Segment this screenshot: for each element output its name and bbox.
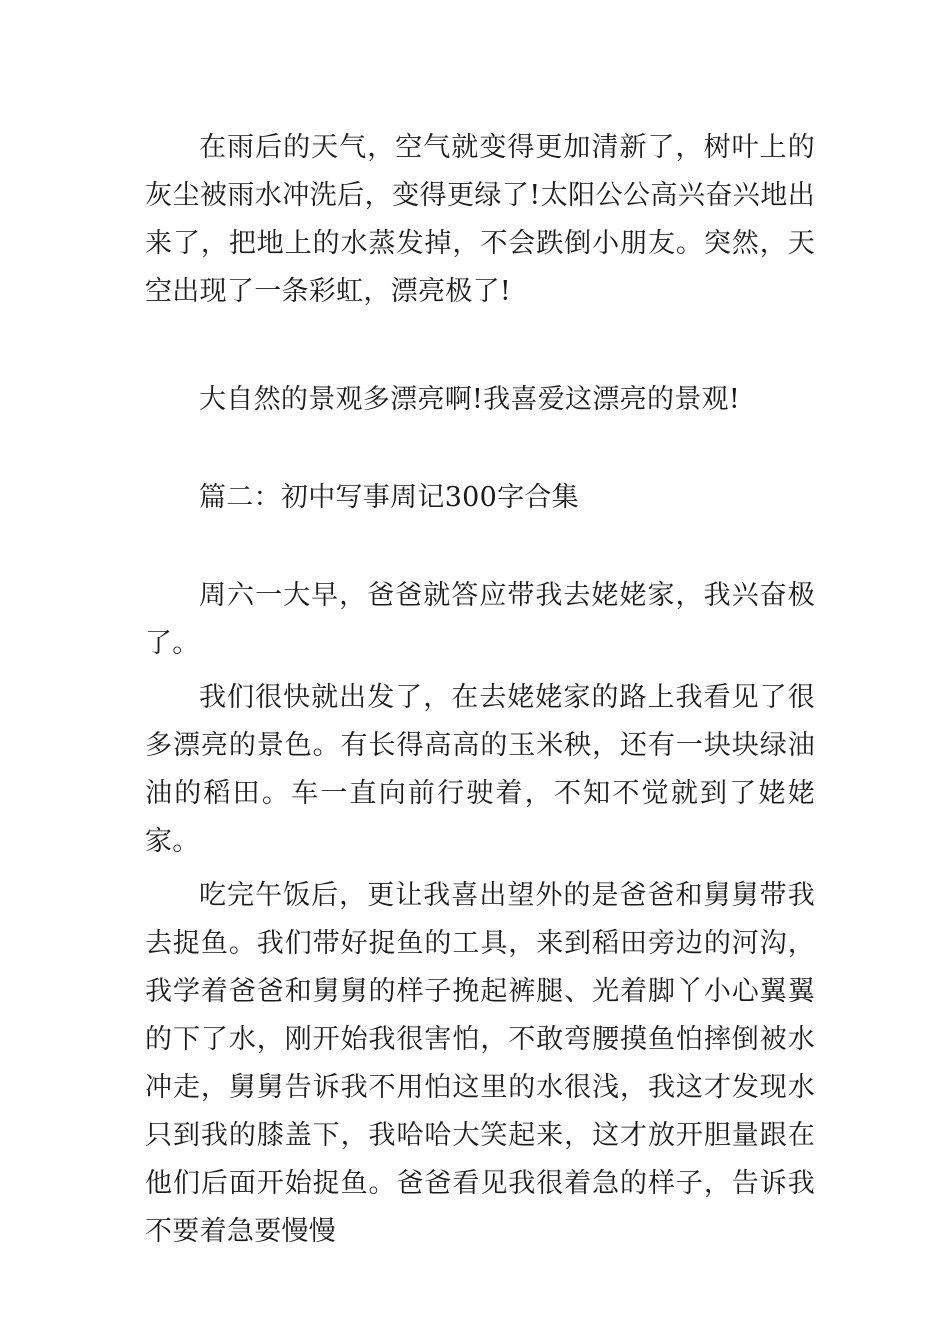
section-heading: 篇二：初中写事周记300字合集 bbox=[199, 482, 580, 513]
paragraph-rain-scenery: 在雨后的天气，空气就变得更加清新了，树叶上的灰尘被雨水冲洗后，变得更绿了!太阳公公高兴奋兴地出来了，把地上的水蒸发掉，不会跌倒小朋友。突然，天空出现了一条彩虹，漂亮极了! bbox=[145, 132, 815, 307]
paragraph-fishing: 吃完午饭后，更让我喜出望外的是爸爸和舅舅带我去捉鱼。我们带好捉鱼的工具，来到稻田旁边的河沟，我学着爸爸和舅舅的样子挽起裤腿、光着脚丫小心翼翼的下了水，刚开始我很害怕，不敢弯腰摸鱼怕摔倒被水冲走，舅舅告诉我不用怕这里的水很浅，我这才发现水只到我的膝盖下，我哈哈大笑起来，这才放开胆量跟在他们后面开始捉鱼。爸爸看见我很着急的样子，告诉我不要着急要慢慢 bbox=[145, 880, 815, 1247]
paragraph-saturday: 周六一大早，爸爸就答应带我去姥姥家，我兴奋极了。 bbox=[145, 580, 815, 659]
paragraph-journey: 我们很快就出发了，在去姥姥家的路上我看见了很多漂亮的景色。有长得高高的玉米秧，还有一块块绿油油的稻田。车一直向前行驶着，不知不觉就到了姥姥家。 bbox=[145, 682, 815, 857]
paragraph-nature-love: 大自然的景观多漂亮啊!我喜爱这漂亮的景观! bbox=[199, 384, 740, 415]
